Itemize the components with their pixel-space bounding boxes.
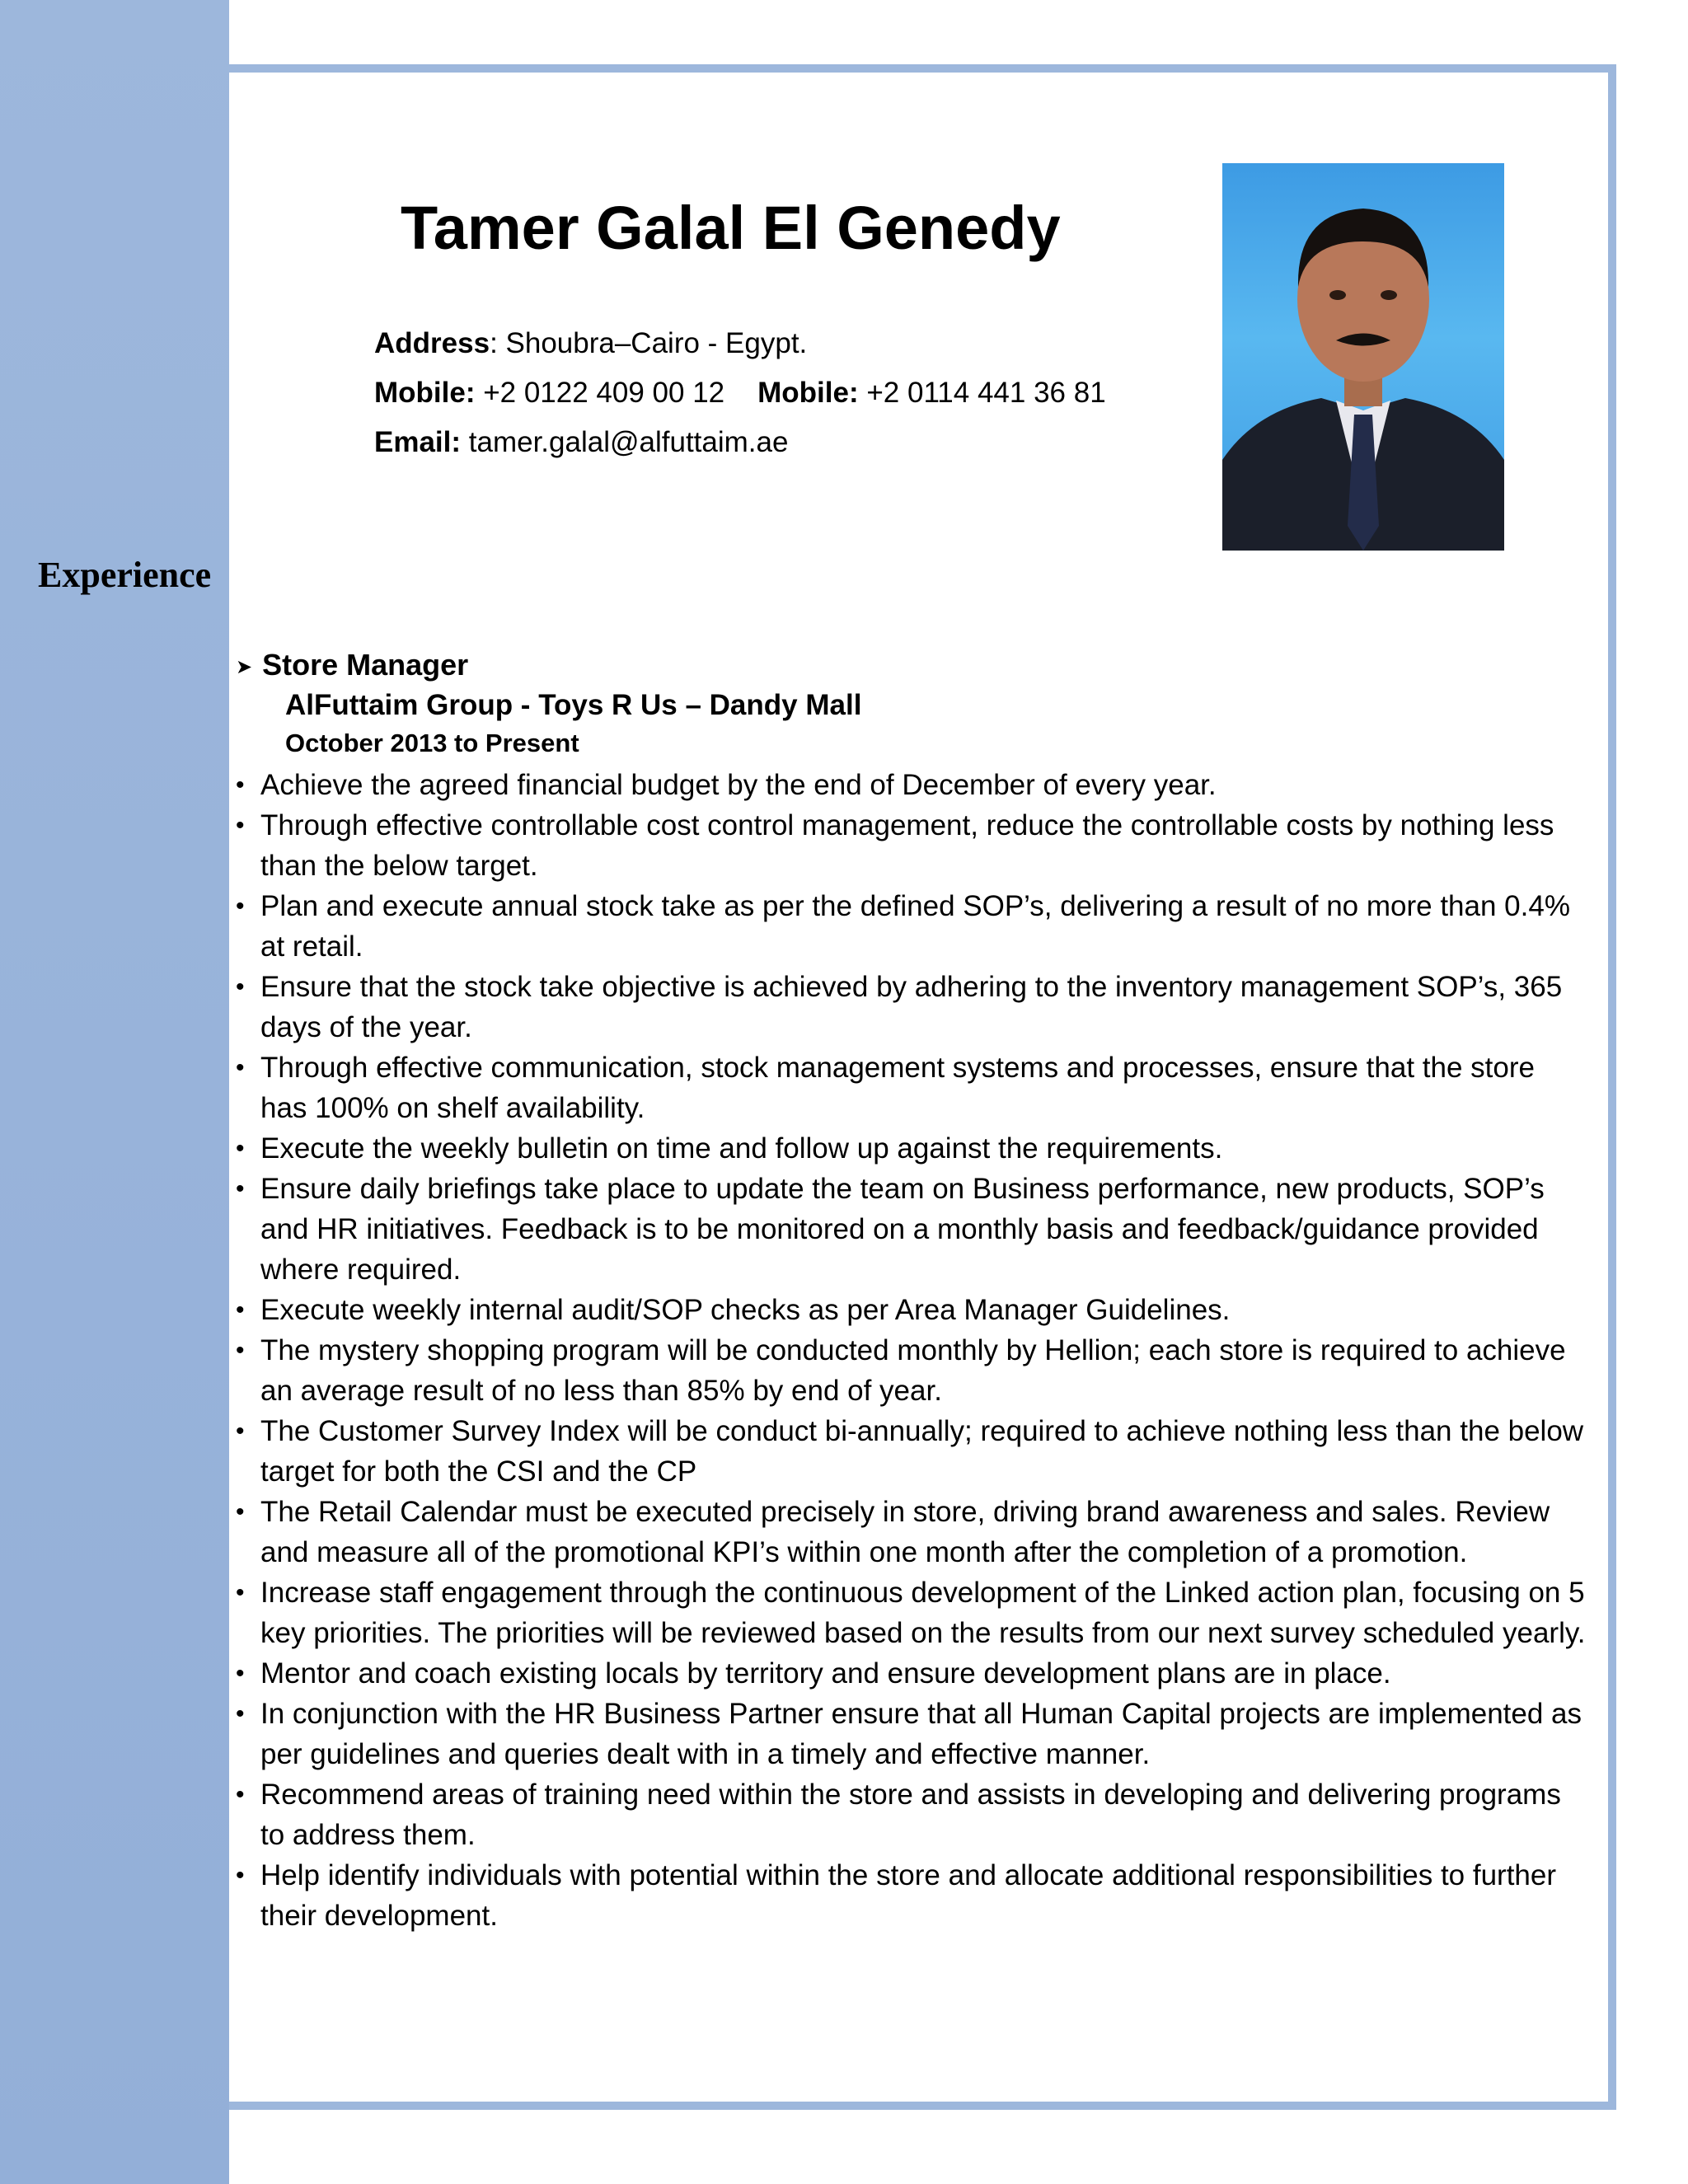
bullet-dot-icon: • bbox=[236, 893, 245, 920]
address-label: Address bbox=[374, 327, 490, 359]
bullet-dot-icon: • bbox=[236, 1862, 245, 1889]
mobile-label-1: Mobile: bbox=[374, 377, 476, 409]
list-item: • The Customer Survey Index will be conduct bi-annually; required to achieve nothing less than the below target for both the CSI and the CP bbox=[236, 1411, 1587, 1492]
mobile-line bbox=[374, 376, 1106, 410]
bullet-dot-icon: • bbox=[236, 1337, 245, 1364]
arrow-bullet-icon: ➤ bbox=[236, 655, 253, 678]
list-item: • In conjunction with the HR Business Partner ensure that all Human Capital projects are implemented as per guidelines and queries dealt with in a timely and effective manner. bbox=[236, 1694, 1587, 1774]
job-title bbox=[236, 648, 468, 682]
profile-photo bbox=[1222, 163, 1504, 551]
list-item: • Ensure daily briefings take place to update the team on Business performance, new products, SOP’s and HR initiatives. Feedback is to be monitored on a monthly basis and feedback/guidance provided where required. bbox=[236, 1169, 1587, 1290]
list-item: • Through effective controllable cost control management, reduce the controllable costs by nothing less than the below target. bbox=[236, 805, 1587, 886]
mobile-label-2: Mobile: bbox=[757, 377, 859, 409]
candidate-name: Tamer Galal El Genedy bbox=[401, 194, 1061, 262]
responsibilities-list bbox=[236, 765, 1587, 1936]
bullet-dot-icon: • bbox=[236, 812, 245, 839]
section-heading-experience: Experience bbox=[38, 555, 212, 595]
list-item: • Execute weekly internal audit/SOP checks as per Area Manager Guidelines. bbox=[236, 1290, 1587, 1330]
list-item: • Help identify individuals with potential within the store and allocate additional responsibilities to further their development. bbox=[236, 1855, 1587, 1936]
bullet-dot-icon: • bbox=[236, 1781, 245, 1808]
sidebar-band bbox=[0, 0, 229, 2184]
bullet-dot-icon: • bbox=[236, 1175, 245, 1202]
address-value: : Shoubra–Cairo - Egypt. bbox=[490, 327, 808, 359]
bullet-dot-icon: • bbox=[236, 1054, 245, 1081]
list-item: • Achieve the agreed financial budget by the end of December of every year. bbox=[236, 765, 1587, 805]
bullet-dot-icon: • bbox=[236, 1498, 245, 1526]
list-item: • Plan and execute annual stock take as per the defined SOP’s, delivering a result of no more than 0.4% at retail. bbox=[236, 886, 1587, 967]
list-item: • The mystery shopping program will be conducted monthly by Hellion; each store is required to achieve an average result of no less than 85% by end of year. bbox=[236, 1330, 1587, 1411]
employment-period: October 2013 to Present bbox=[285, 729, 579, 757]
bullet-dot-icon: • bbox=[236, 1660, 245, 1687]
list-item: • Execute the weekly bulletin on time and follow up against the requirements. bbox=[236, 1128, 1587, 1169]
bullet-dot-icon: • bbox=[236, 1135, 245, 1162]
bullet-dot-icon: • bbox=[236, 771, 245, 799]
list-item: • Through effective communication, stock management systems and processes, ensure that the store has 100% on shelf availability. bbox=[236, 1047, 1587, 1128]
list-item: • Increase staff engagement through the continuous development of the Linked action plan, focusing on 5 key priorities. The priorities will be reviewed based on the results from our next survey scheduled yearly. bbox=[236, 1572, 1587, 1653]
portrait-image bbox=[1222, 163, 1504, 551]
list-item: • Recommend areas of training need within the store and assists in developing and delivering programs to address them. bbox=[236, 1774, 1587, 1855]
list-item: • The Retail Calendar must be executed precisely in store, driving brand awareness and sales. Review and measure all of the promotional KPI’s within one month after the completion of a promotion. bbox=[236, 1492, 1587, 1572]
email-value: tamer.galal@alfuttaim.ae bbox=[461, 426, 789, 458]
bullet-dot-icon: • bbox=[236, 1296, 245, 1324]
mobile-value-2: +2 0114 441 36 81 bbox=[858, 377, 1106, 409]
list-item: • Ensure that the stock take objective is achieved by adhering to the inventory management SOP’s, 365 days of the year. bbox=[236, 967, 1587, 1047]
job-title-text: Store Manager bbox=[262, 648, 469, 682]
bullet-dot-icon: • bbox=[236, 1579, 245, 1606]
mobile-value-1: +2 0122 409 00 12 bbox=[475, 377, 725, 409]
company-name: AlFuttaim Group - Toys R Us – Dandy Mall bbox=[285, 689, 862, 721]
bullet-dot-icon: • bbox=[236, 1700, 245, 1727]
email-label: Email: bbox=[374, 426, 462, 458]
list-item: • Mentor and coach existing locals by territory and ensure development plans are in place. bbox=[236, 1653, 1587, 1694]
email-line bbox=[374, 425, 788, 460]
bullet-dot-icon: • bbox=[236, 973, 245, 1001]
bullet-dot-icon: • bbox=[236, 1418, 245, 1445]
address-line bbox=[374, 326, 807, 361]
